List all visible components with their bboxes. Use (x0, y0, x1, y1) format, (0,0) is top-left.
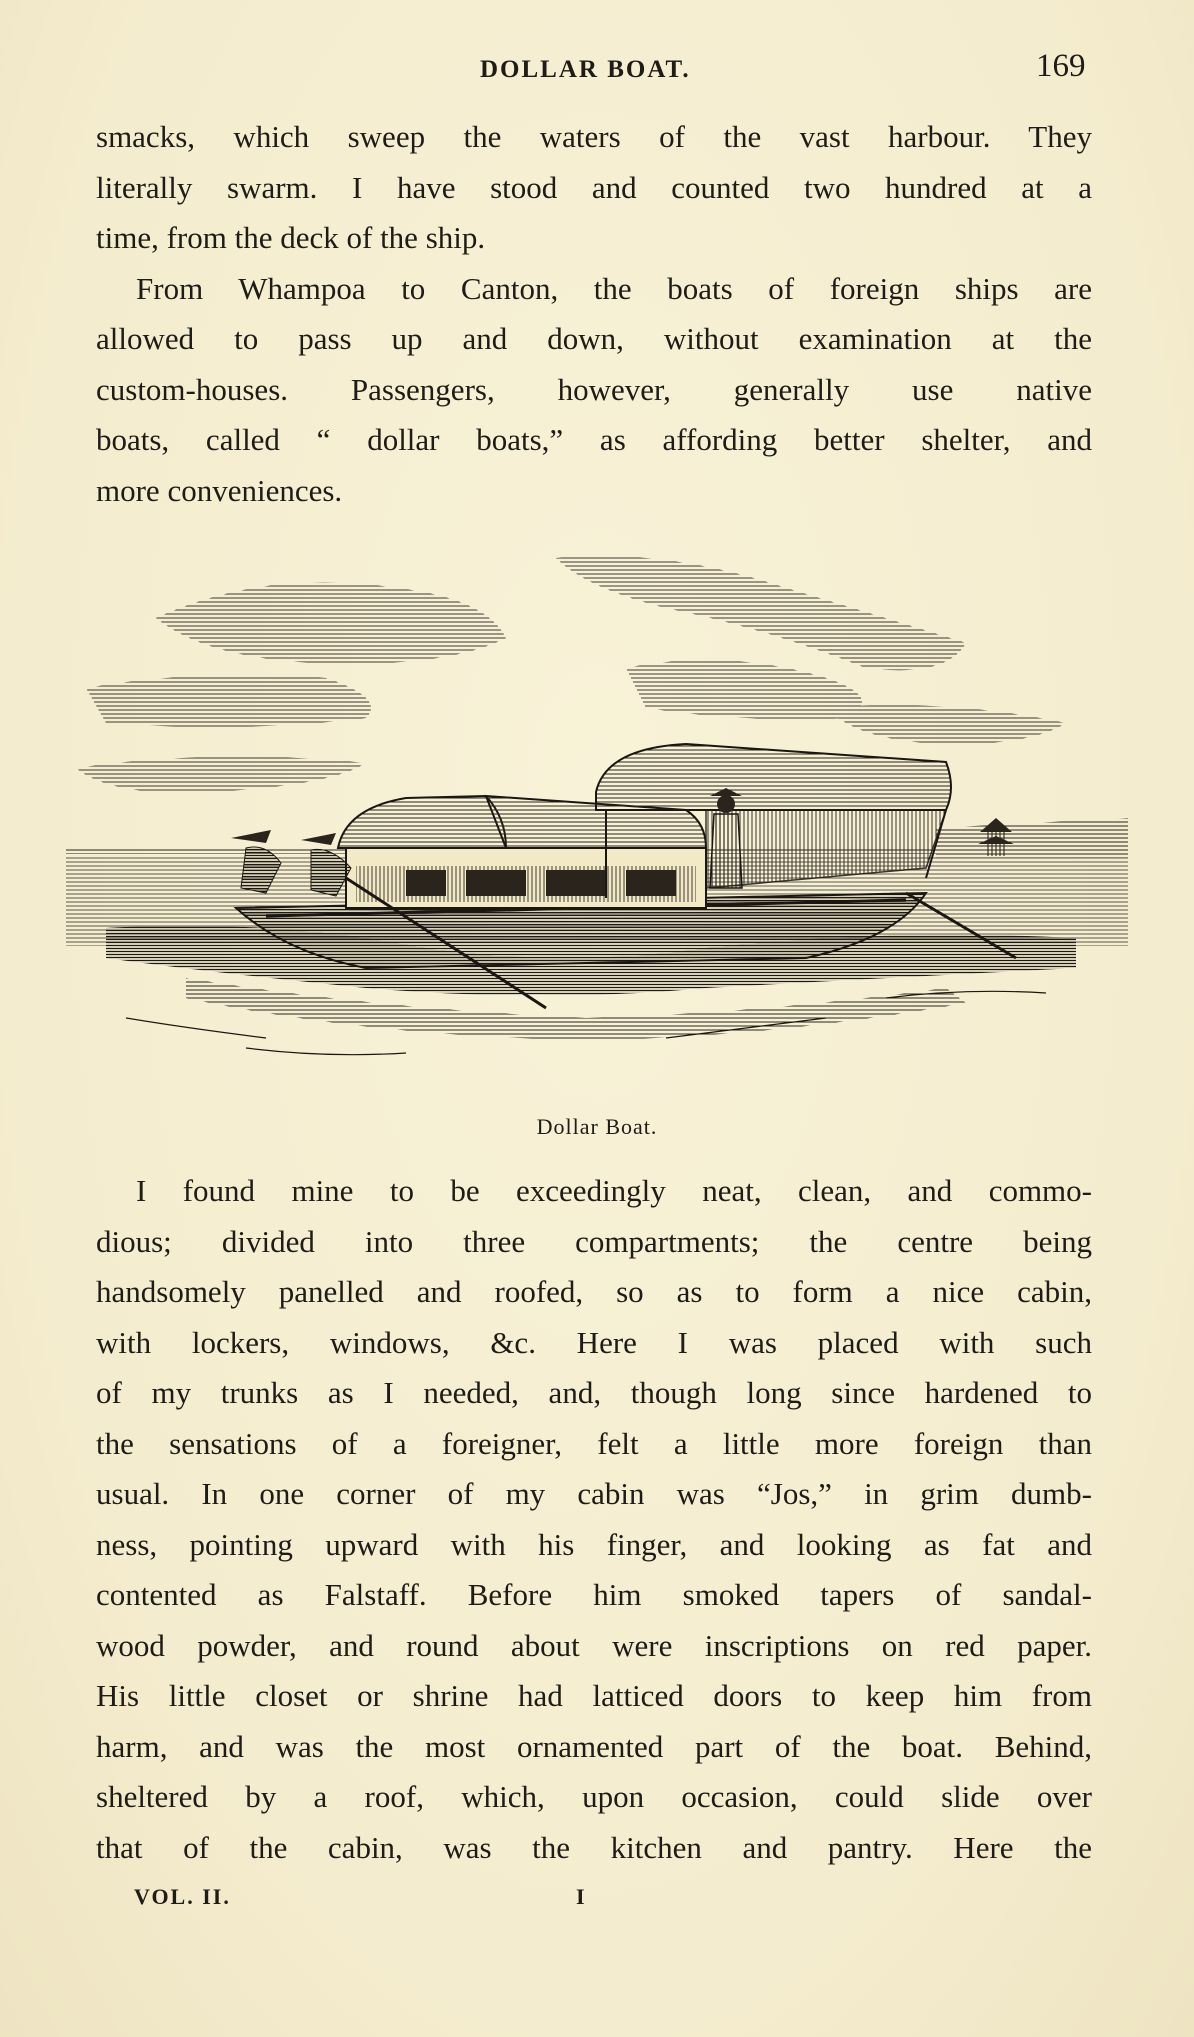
text-line: harm, and was the most ornamented part of the boat. Behind, (96, 1728, 1092, 1764)
text-line: usual. In one corner of my cabin was “Jos,” in grim dumb- (96, 1476, 1092, 1511)
text-line: that of the cabin, was the kitchen and pantry. Here the (96, 1829, 1092, 1865)
text-line: contented as Falstaff. Before him smoked tapers of sandal- (96, 1577, 1092, 1612)
text-line: custom-houses. Passengers, however, generally use native (96, 371, 1092, 407)
figure-caption: Dollar Boat. (536, 1114, 658, 1139)
text-line: smacks, which sweep the waters of the vast harbour. They (96, 119, 1092, 154)
text-line: of my trunks as I needed, and, though long since hardened to (96, 1375, 1092, 1410)
running-title: DOLLAR BOAT. (480, 56, 691, 83)
body-text-bottom (96, 1166, 1092, 1873)
text-line: boats, called “ dollar boats,” as affording better shelter, and (96, 422, 1092, 457)
text-line: literally swarm. I have stood and counted two hundred at a (96, 169, 1092, 205)
text-line: From Whampoa to Canton, the boats of foreign ships are (136, 270, 1092, 306)
text-line: handsomely panelled and roofed, so as to form a nice cabin, (96, 1274, 1092, 1309)
text-line: time, from the deck of the ship. (96, 220, 486, 255)
dollar-boat-engraving (66, 548, 1128, 1088)
text-line: with lockers, windows, &c. Here I was placed with such (96, 1324, 1092, 1360)
text-line: the sensations of a foreigner, felt a little more foreign than (96, 1425, 1092, 1461)
page-footer (0, 1878, 1194, 1918)
boat-cabin (338, 796, 706, 908)
text-line: allowed to pass up and down, without examination at the (96, 321, 1092, 356)
volume-mark: VOL. II. (134, 1884, 231, 1909)
signature-mark: I (576, 1884, 587, 1909)
clouds (76, 556, 1066, 793)
body-text-top (96, 112, 1092, 516)
text-line: sheltered by a roof, which, upon occasion, could slide over (96, 1779, 1092, 1814)
distant-shore (936, 818, 1128, 858)
page-number: 169 (1036, 48, 1086, 84)
running-header (0, 48, 1194, 88)
text-line: more conveniences. (96, 472, 343, 508)
text-line: His little closet or shrine had latticed doors to keep him from (96, 1678, 1092, 1713)
text-line: I found mine to be exceedingly neat, clean, and commo- (136, 1173, 1092, 1208)
text-line: wood powder, and round about were inscriptions on red paper. (96, 1627, 1092, 1663)
text-line: dious; divided into three compartments; the centre being (96, 1223, 1092, 1259)
text-line: ness, pointing upward with his finger, and looking as fat and (96, 1526, 1092, 1562)
